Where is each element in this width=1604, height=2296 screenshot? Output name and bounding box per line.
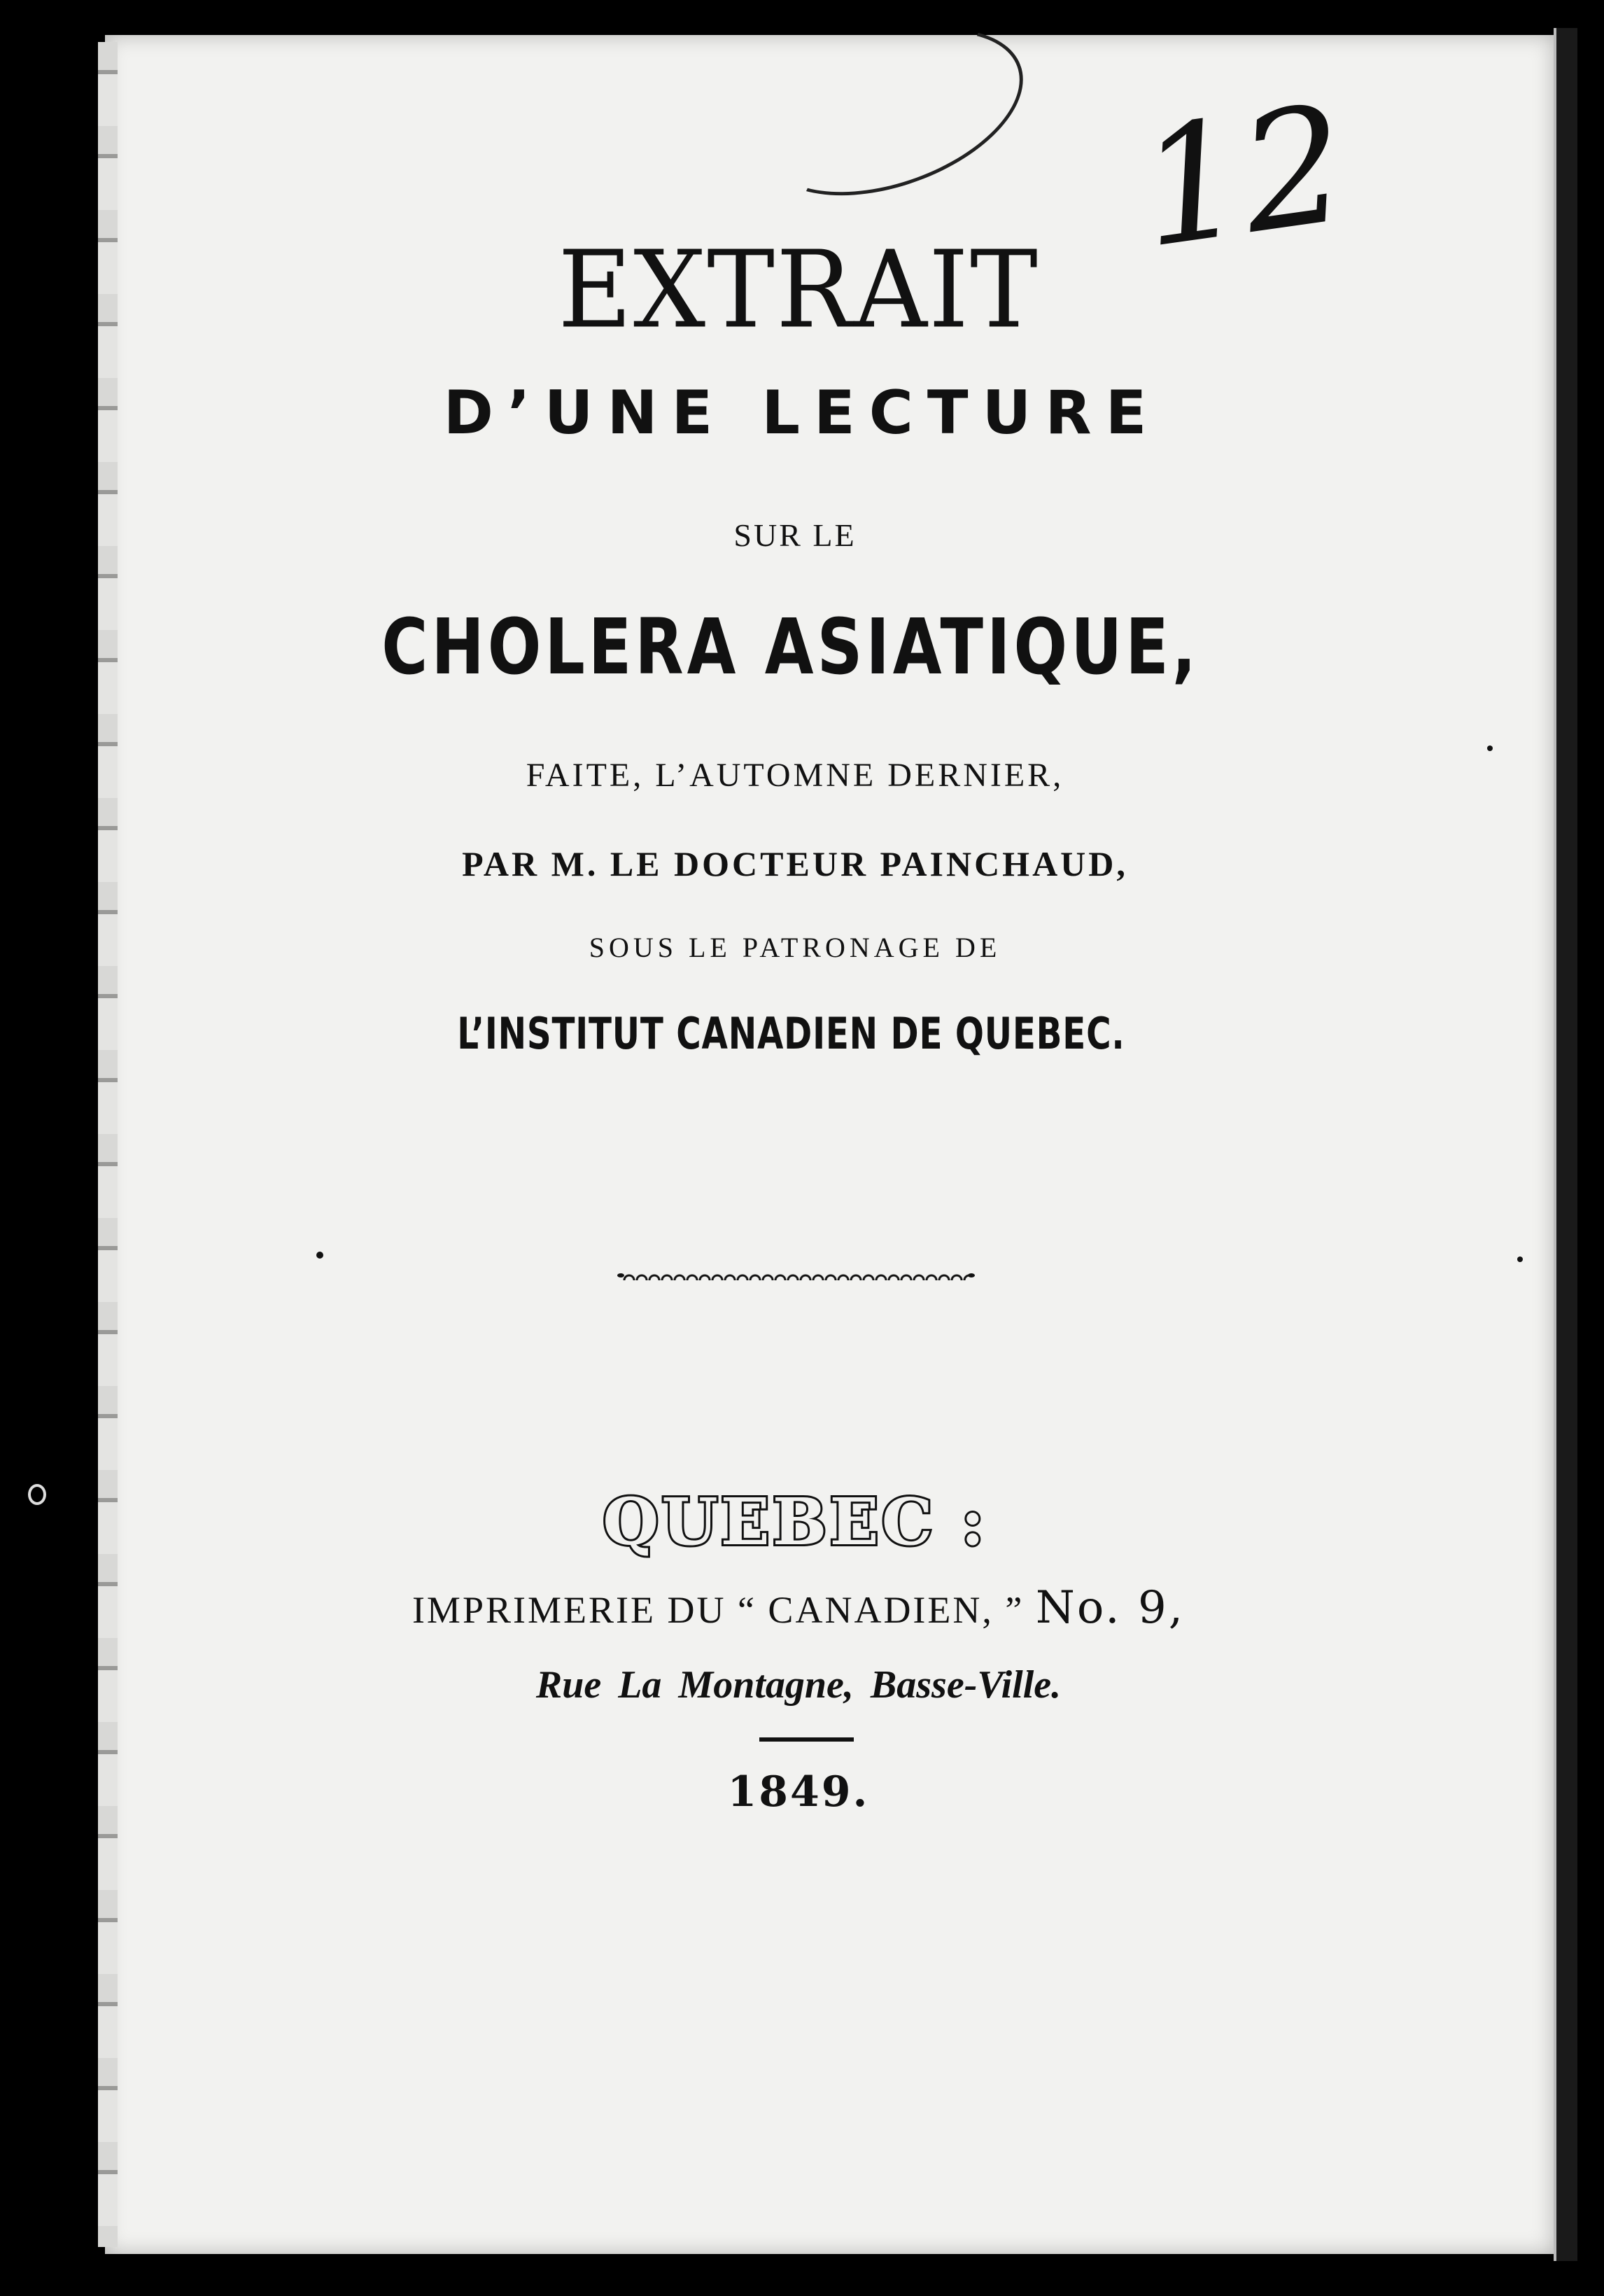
subtitle-faite: FAITE, L’AUTOMNE DERNIER, (526, 757, 1064, 794)
address-line: Rue La Montagne, Basse-Ville. (535, 1663, 1062, 1707)
ornamental-rule (623, 1270, 969, 1280)
ink-speck (28, 1484, 46, 1505)
title-sur-le: SUR LE (733, 517, 857, 553)
printer-line (0, 1582, 1601, 1634)
title-cholera: CHOLERA ASIATIQUE, (381, 602, 1200, 692)
patronage-line: SOUS LE PATRONAGE DE (589, 932, 1001, 963)
short-rule (759, 1737, 854, 1742)
ink-speck (1487, 746, 1493, 751)
page-right-edge (1554, 28, 1577, 2261)
ink-speck (316, 1252, 323, 1259)
title-extrait: EXTRAIT (558, 227, 1039, 353)
city-imprint: QUEBEC : (603, 1484, 987, 1560)
publication-year: 1849. (727, 1768, 870, 1816)
title-lecture: D’UNE LECTURE (443, 378, 1161, 448)
author-line: PAR M. LE DOCTEUR PAINCHAUD, (462, 844, 1128, 883)
title-page (105, 35, 1554, 2254)
ink-speck (1517, 1256, 1523, 1262)
printer-name: IMPRIMERIE DU “ CANADIEN, ” (411, 1589, 1025, 1631)
page-left-edge (98, 42, 118, 2247)
handwritten-annotation: 12 (1128, 70, 1358, 285)
printer-number: No. 9, (1035, 1582, 1186, 1634)
institute-line: L’INSTITUT CANADIEN DE QUEBEC. (457, 1008, 1125, 1059)
